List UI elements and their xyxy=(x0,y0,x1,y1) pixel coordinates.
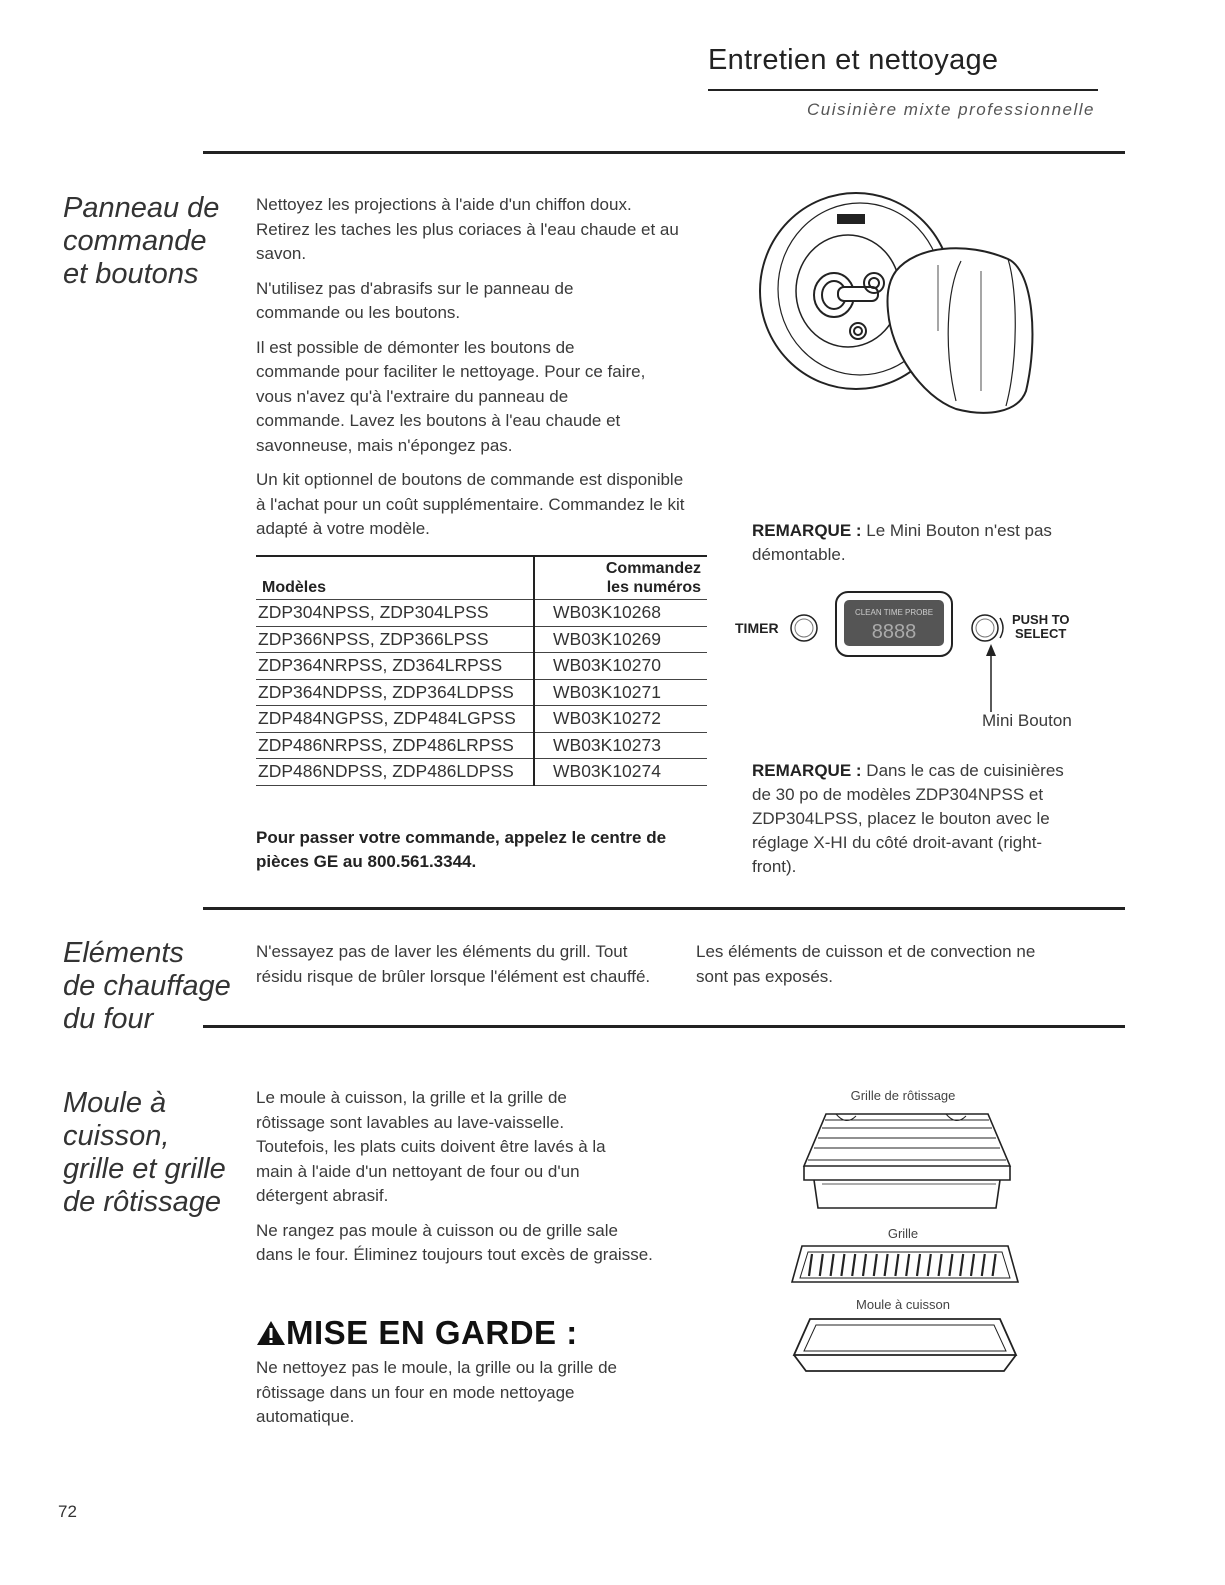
rack-bar xyxy=(831,1254,834,1276)
rack-bar xyxy=(928,1254,931,1276)
table-row xyxy=(256,600,707,627)
model-cell: ZDP484NGPSS, ZDP484LGPSS xyxy=(256,706,534,733)
section-divider xyxy=(203,907,1125,910)
roast-rack-illustration xyxy=(796,1104,1018,1214)
warning-heading: MISE EN GARDE : xyxy=(256,1314,676,1352)
part-number-cell: WB03K10268 xyxy=(534,600,707,627)
model-cell: ZDP366NPSS, ZDP366LPSS xyxy=(256,626,534,653)
warning-triangle-icon xyxy=(256,1320,286,1346)
part-number-cell: WB03K10270 xyxy=(534,653,707,680)
mini-knob-icon xyxy=(972,615,1003,641)
timer-knob-icon xyxy=(791,615,817,641)
table-row xyxy=(256,706,707,733)
remark-mini-knob: REMARQUE : Le Mini Bouton n'est pas démontable. xyxy=(752,521,1052,564)
table-header-order: Commandez les numéros xyxy=(534,556,707,600)
rack-bar xyxy=(874,1254,877,1276)
part-number-cell: WB03K10269 xyxy=(534,626,707,653)
section-divider xyxy=(203,151,1125,154)
rack-bar xyxy=(841,1254,844,1276)
rack-bar xyxy=(960,1254,963,1276)
table-row xyxy=(256,732,707,759)
remark-30-inch: REMARQUE : Dans le cas de cuisinières de 30 po de modèles ZDP304NPSS et ZDP304LPSS, placez le bouton avec le réglage X-HI du côté droit-avant (right-front). xyxy=(752,761,1064,876)
section-title-control-panel: Panneau de commande et boutons xyxy=(63,192,220,290)
page-header-subtitle: Cuisinière mixte professionnelle xyxy=(806,100,1095,119)
rack-bar xyxy=(852,1254,855,1276)
paragraph: Il est possible de démonter les boutons de commande pour faciliter le nettoyage. Pour ce faire, vous n'avez qu'à l'extraire du panneau de commande. Lavez les boutons à l'eau chaude et savonneuse, mais n'épongez pas. xyxy=(256,337,646,455)
rack-bar xyxy=(939,1254,942,1276)
model-cell: ZDP304NPSS, ZDP304LPSS xyxy=(256,600,534,627)
section3-body xyxy=(256,1086,656,1278)
rack-bar xyxy=(820,1254,823,1276)
select-label: SELECT xyxy=(1015,626,1067,641)
push-to-label: PUSH TO xyxy=(1012,612,1070,627)
table-row xyxy=(256,626,707,653)
rack-illustration xyxy=(790,1242,1020,1286)
model-cell: ZDP364NDPSS, ZDP364LDPSS xyxy=(256,679,534,706)
rack-bar xyxy=(895,1254,898,1276)
section-divider xyxy=(203,1025,1125,1028)
model-cell: ZDP486NDPSS, ZDP486LDPSS xyxy=(256,759,534,786)
warning-block xyxy=(256,1314,676,1440)
model-cell: ZDP364NRPSS, ZD364LRPSS xyxy=(256,653,534,680)
knob-illustration xyxy=(756,191,1044,419)
display-digits: 8888 xyxy=(871,621,917,643)
part-number-cell: WB03K10271 xyxy=(534,679,707,706)
paragraph: N'utilisez pas d'abrasifs sur le panneau de commande ou les boutons. xyxy=(256,278,574,322)
arrow-up-icon xyxy=(986,644,996,712)
order-note: Pour passer votre commande, appelez le centre de pièces GE au 800.561.3344. xyxy=(256,828,667,871)
table-header-models: Modèles xyxy=(256,556,534,600)
rack-bar xyxy=(906,1254,909,1276)
parts-table xyxy=(256,555,707,786)
part-number-cell: WB03K10272 xyxy=(534,706,707,733)
header-rule xyxy=(708,89,1098,91)
table-row xyxy=(256,679,707,706)
rack-bar xyxy=(971,1254,974,1276)
model-cell: ZDP486NRPSS, ZDP486LRPSS xyxy=(256,732,534,759)
display-panel xyxy=(836,592,952,656)
caption-pan: Moule à cuisson xyxy=(856,1297,950,1312)
page-header-title: Entretien et nettoyage xyxy=(708,44,999,76)
mini-knob-label: Mini Bouton xyxy=(982,711,1072,730)
rack-bar xyxy=(993,1254,996,1276)
warning-text: Ne nettoyez pas le moule, la grille ou la grille de rôtissage dans un four en mode nettoyage automatique. xyxy=(256,1358,617,1426)
part-number-cell: WB03K10273 xyxy=(534,732,707,759)
caption-rack: Grille xyxy=(887,1226,919,1241)
section-title-pan-and-racks: Moule à cuisson, grille et grille de rôtissage xyxy=(63,1087,226,1218)
caption-roast-rack: Grille de rôtissage xyxy=(850,1088,956,1103)
heating-elements-text: N'essayez pas de laver les éléments du grill. Tout résidu risque de brûler lorsque l'élément est chauffé. xyxy=(256,942,651,986)
section-title-heating-elements: Eléments de chauffage du four xyxy=(63,937,231,1035)
rack-bar xyxy=(885,1254,888,1276)
paragraph: Le moule à cuisson, la grille et la grille de rôtissage sont lavables au lave-vaisselle. Toutefois, les plats cuits doivent être lavés à la main à l'aide d'un nettoyant de four ou d'un détergent abrasif. xyxy=(256,1088,606,1205)
page-number: 72 xyxy=(58,1502,77,1521)
convection-text: Les éléments de cuisson et de convection ne sont pas exposés. xyxy=(696,942,1036,986)
rack-bar xyxy=(917,1254,920,1276)
display-modes: CLEAN TIME PROBE xyxy=(854,608,934,617)
part-number-cell: WB03K10274 xyxy=(534,759,707,786)
rack-bar xyxy=(949,1254,952,1276)
rack-bar xyxy=(982,1254,985,1276)
table-row xyxy=(256,759,707,786)
table-row xyxy=(256,653,707,680)
rack-bar xyxy=(809,1254,812,1276)
rack-bar xyxy=(863,1254,866,1276)
paragraph: Nettoyez les projections à l'aide d'un chiffon doux. Retirez les taches les plus coriaces à l'eau chaude et au savon. xyxy=(256,195,679,263)
paragraph: Ne rangez pas moule à cuisson ou de grille sale dans le four. Éliminez toujours tout excès de graisse. xyxy=(256,1220,653,1264)
paragraph: Un kit optionnel de boutons de commande est disponible à l'achat pour un coût supplémentaire. Commandez le kit adapté à votre modèle. xyxy=(256,470,685,538)
broiler-pan-illustration xyxy=(792,1313,1018,1377)
section1-body xyxy=(256,193,686,552)
timer-label: TIMER xyxy=(735,620,779,636)
